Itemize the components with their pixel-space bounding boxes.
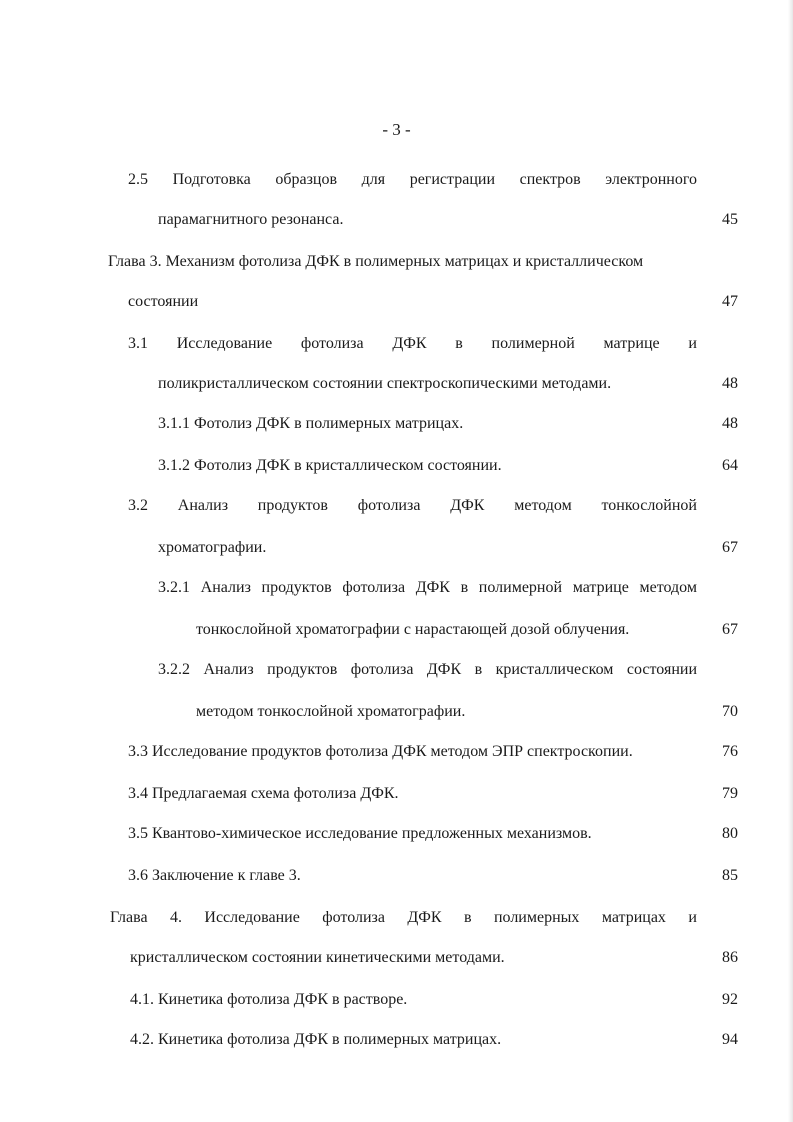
toc-entry-3-2-line2: хроматографии. — [158, 539, 267, 556]
toc-word: 4. — [169, 909, 182, 926]
toc-page-number: 67 — [722, 621, 738, 638]
toc-page-number: 67 — [722, 539, 738, 556]
toc-word: Подготовка — [172, 171, 251, 188]
toc-word: Анализ — [177, 497, 229, 514]
toc-word: фотолиза — [322, 909, 385, 926]
toc-page-number: 86 — [722, 949, 738, 966]
toc-entry-3-1-1: 3.1.1 Фотолиз ДФК в полимерных матрицах. — [158, 415, 464, 432]
toc-page-number: 64 — [722, 457, 738, 474]
toc-page-number: 70 — [722, 703, 738, 720]
toc-word: и — [688, 335, 697, 352]
toc-chapter-4-line2: кристаллическом состоянии кинетическими методами. — [130, 949, 505, 966]
toc-entry-4-2: 4.2. Кинетика фотолиза ДФК в полимерных матрицах. — [130, 1031, 502, 1048]
toc-entry-3-2-2-line1: 3.2.2 Анализ продуктов фотолиза ДФК в кристаллическом состоянии — [158, 661, 697, 678]
toc-word: ДФК — [450, 497, 485, 514]
toc-entry-3-4: 3.4 Предлагаемая схема фотолиза ДФК. — [128, 785, 399, 802]
toc-entry-3-3: 3.3 Исследование продуктов фотолиза ДФК методом ЭПР спектроскопии. — [128, 743, 633, 760]
toc-entry-3-2-1-line1: 3.2.1 Анализ продуктов фотолиза ДФК в полимерной матрице методом — [158, 579, 697, 596]
toc-word: Исследование — [176, 335, 273, 352]
toc-page-number: 45 — [722, 211, 738, 228]
toc-entry-3-1-line1 — [128, 332, 697, 356]
toc-word: 3.1 — [128, 335, 148, 352]
toc-entry-3-1-line2: поликристаллическом состоянии спектроскопическими методами. — [158, 375, 612, 392]
toc-word: образцов — [275, 171, 338, 188]
toc-word: фотолиза — [357, 497, 421, 514]
toc-word: ДФК — [407, 909, 442, 926]
page-number: - 3 - — [382, 120, 411, 139]
toc-entry-3-2-line1 — [128, 494, 697, 518]
toc-word: методом — [514, 497, 572, 514]
toc-word: в — [455, 335, 463, 352]
toc-entry-3-2-2-line2: методом тонкослойной хроматографии. — [196, 703, 466, 720]
toc-word: и — [688, 909, 697, 926]
toc-entry-3-2-1-line2: тонкослойной хроматографии с нарастающей дозой облучения. — [196, 621, 630, 638]
toc-chapter-4-line1 — [110, 906, 697, 930]
toc-entry-2-5-line1 — [128, 168, 697, 192]
toc-word: 2.5 — [128, 171, 148, 188]
toc-word: тонкослойной — [601, 497, 697, 514]
toc-page-number: 92 — [722, 991, 738, 1008]
toc-word: спектров — [519, 171, 581, 188]
toc-word: полимерной — [491, 335, 575, 352]
toc-page-number: 76 — [722, 743, 738, 760]
toc-word: электронного — [605, 171, 697, 188]
toc-word: матрице — [603, 335, 660, 352]
toc-word: для — [361, 171, 386, 188]
toc-word: продуктов — [257, 497, 328, 514]
toc-word: в — [464, 909, 472, 926]
toc-word: Исследование — [204, 909, 300, 926]
toc-page-number: 79 — [722, 785, 738, 802]
toc-word: Глава — [110, 909, 148, 926]
scan-edge-shadow — [788, 0, 793, 1122]
toc-page-number: 94 — [722, 1031, 738, 1048]
toc-page-number: 48 — [722, 375, 738, 392]
toc-entry-3-6: 3.6 Заключение к главе 3. — [128, 867, 301, 884]
toc-word: матрицах — [601, 909, 666, 926]
toc-entry-3-5: 3.5 Квантово-химическое исследование предложенных механизмов. — [128, 825, 592, 842]
toc-entry-3-1-2: 3.1.2 Фотолиз ДФК в кристаллическом состоянии. — [158, 457, 502, 474]
toc-word: полимерных — [493, 909, 580, 926]
toc-page-number: 48 — [722, 415, 738, 432]
toc-word: 3.2 — [128, 497, 148, 514]
toc-word: фотолиза — [300, 335, 364, 352]
toc-chapter-3-line1: Глава 3. Механизм фотолиза ДФК в полимерных матрицах и кристаллическом — [108, 253, 644, 270]
toc-page-number: 85 — [722, 867, 738, 884]
toc-entry-4-1: 4.1. Кинетика фотолиза ДФК в растворе. — [130, 991, 408, 1008]
toc-page-number: 47 — [722, 293, 738, 310]
toc-entry-2-5-line2: парамагнитного резонанса. — [158, 211, 344, 228]
toc-chapter-3-line2: состоянии — [128, 293, 199, 310]
toc-word: регистрации — [409, 171, 496, 188]
toc-page-number: 80 — [722, 825, 738, 842]
toc-word: ДФК — [392, 335, 427, 352]
